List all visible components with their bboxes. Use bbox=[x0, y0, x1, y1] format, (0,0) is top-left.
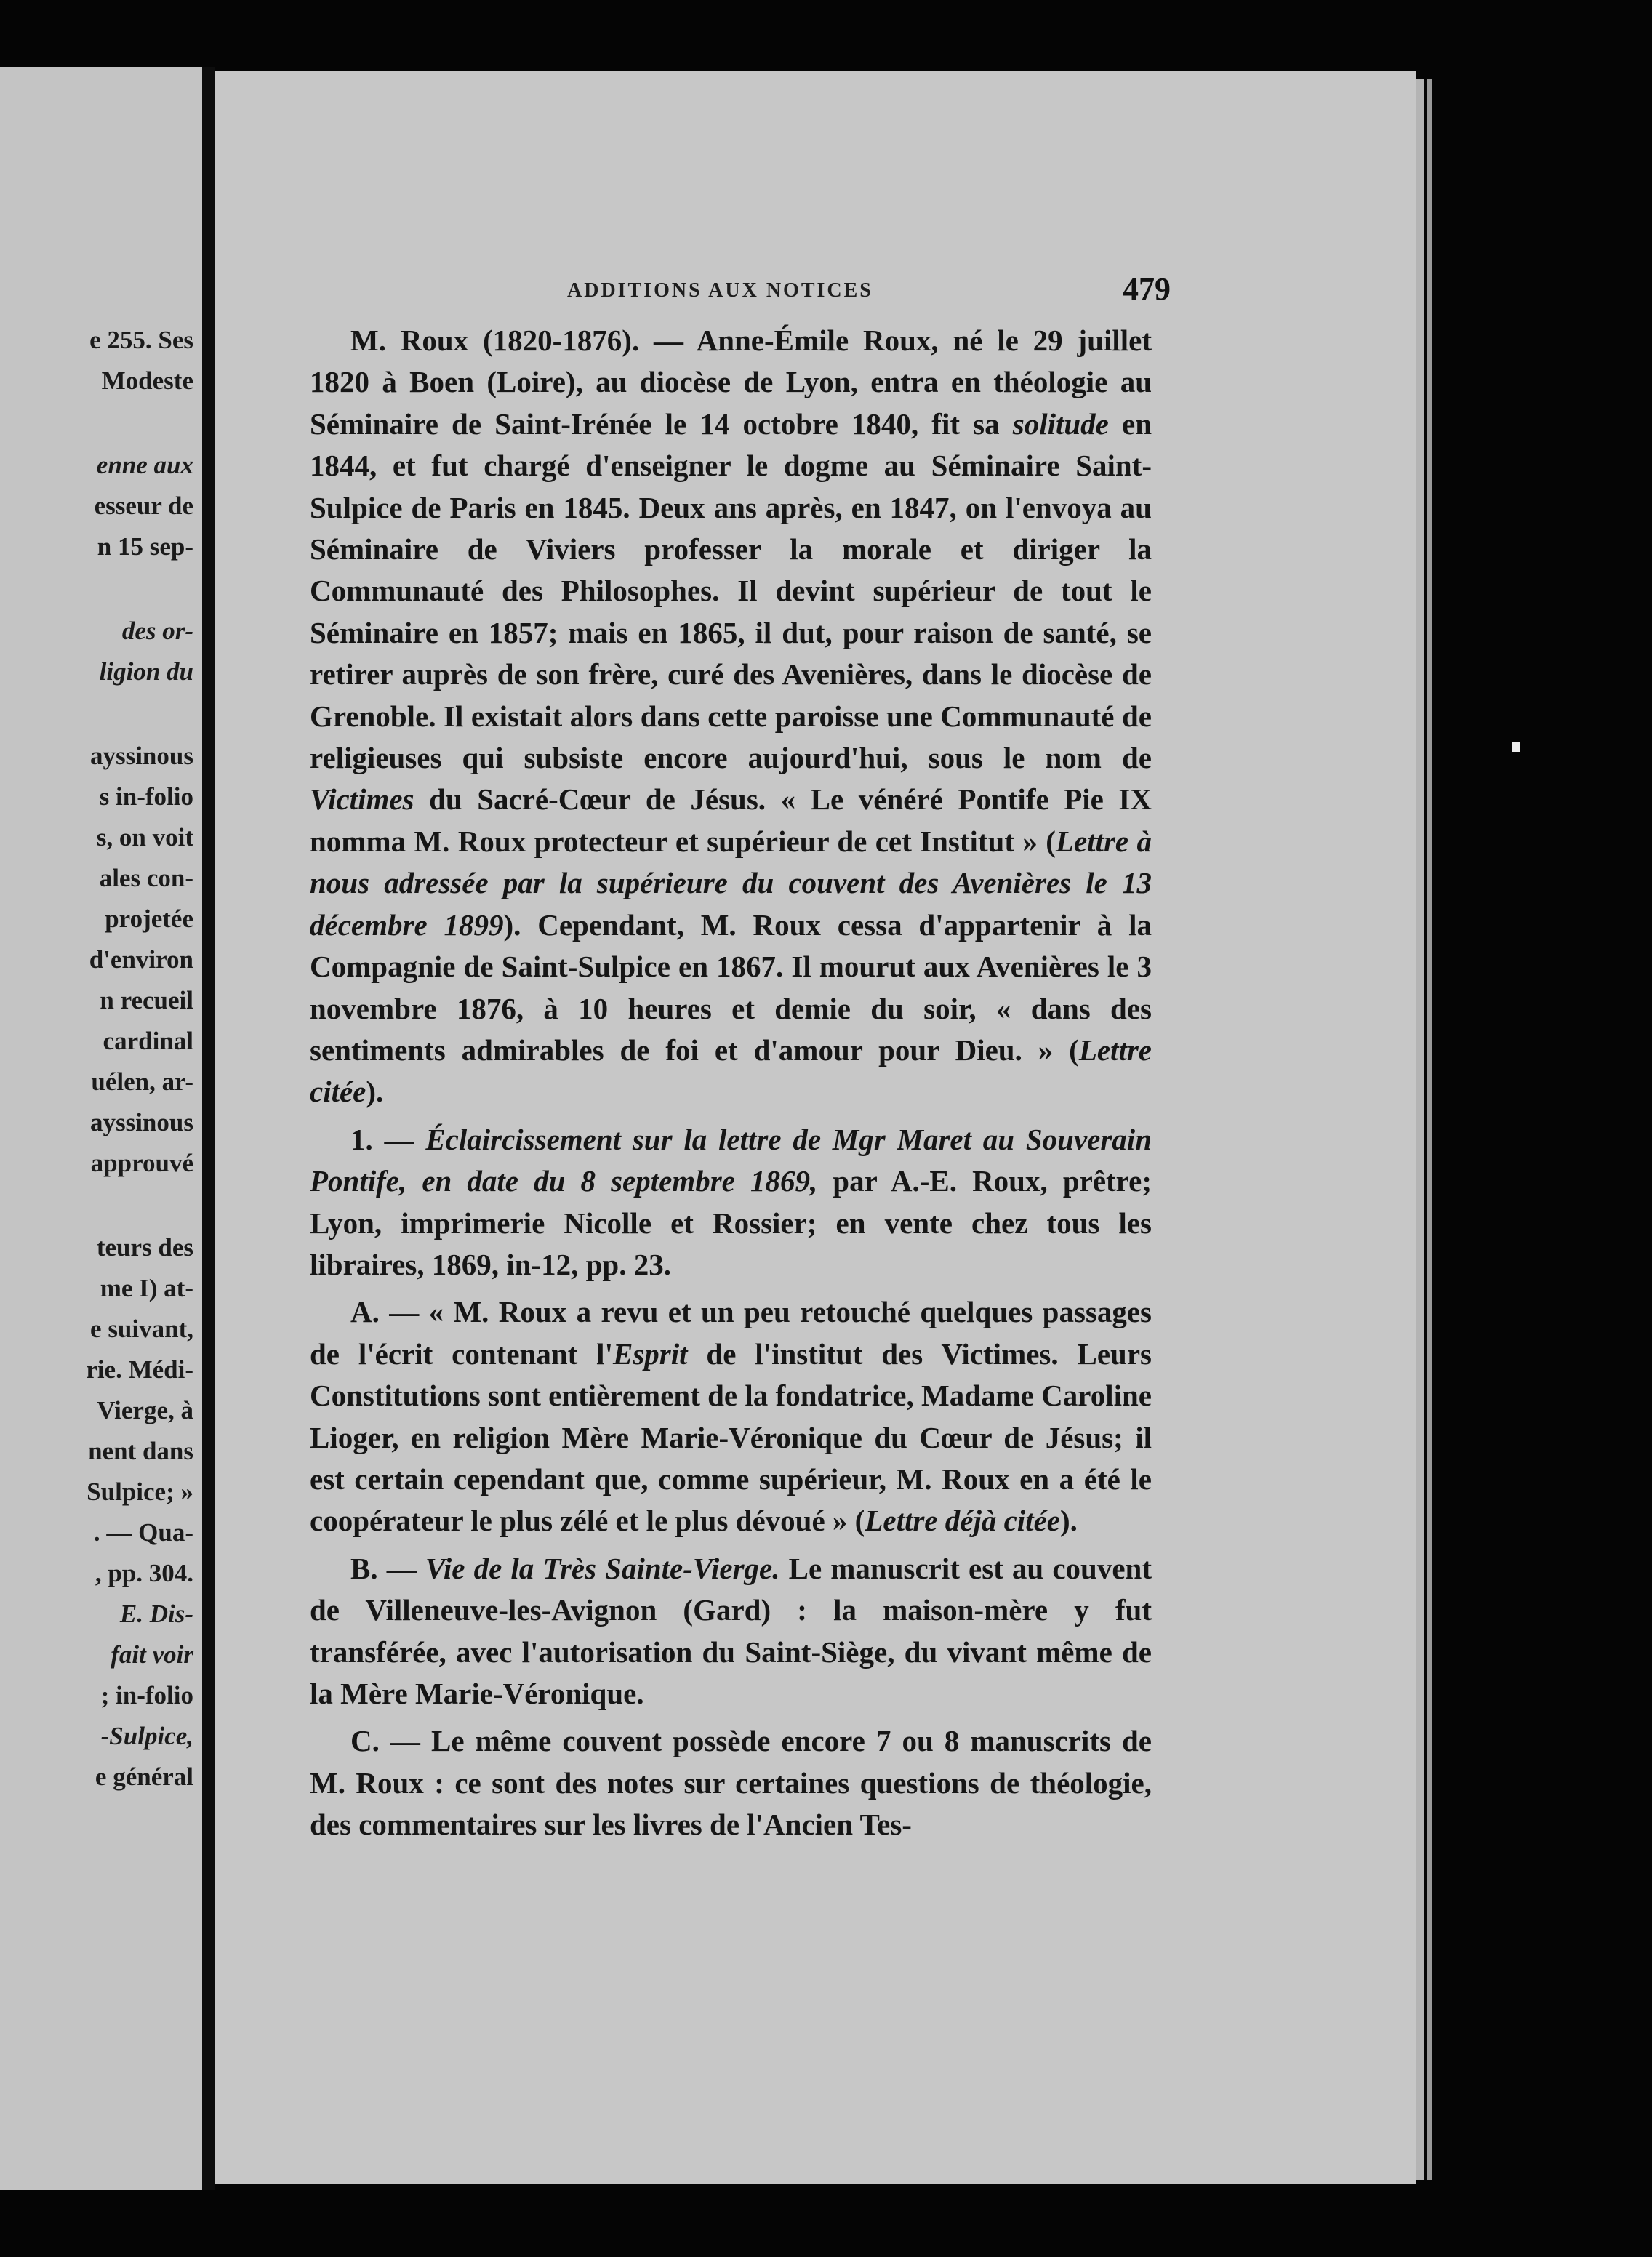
page-gutter bbox=[202, 67, 215, 2190]
left-page-line: e suivant, bbox=[90, 1315, 193, 1343]
left-page-line: d'environ bbox=[89, 945, 193, 974]
left-page-line: ligion du bbox=[99, 657, 193, 686]
left-page-line: e 255. Ses bbox=[89, 326, 193, 354]
text-run: ). bbox=[1059, 1504, 1078, 1538]
left-page-line: Modeste bbox=[101, 366, 193, 395]
left-page-line: cardinal bbox=[103, 1027, 193, 1055]
left-page-line: fait voir bbox=[111, 1640, 193, 1669]
left-page-line: e général bbox=[95, 1763, 193, 1791]
text-run: C. — bbox=[350, 1724, 431, 1758]
left-page-line: Sulpice; » bbox=[87, 1478, 193, 1506]
left-page-line: n 15 sep- bbox=[97, 532, 193, 561]
paragraph-item-1 bbox=[310, 1119, 1152, 1286]
text-run: ). bbox=[366, 1075, 384, 1109]
text-run: solitude bbox=[1012, 406, 1109, 441]
text-run: par A.-E. Roux, prêtre; Lyon, imprimerie Nicolle et Rossier; en vente chez tous les libraires, 1869, in-12, pp. 23. bbox=[310, 1164, 1152, 1281]
page-edge bbox=[1416, 79, 1424, 2180]
text-run: Victimes bbox=[310, 782, 414, 817]
paragraph-bio bbox=[310, 320, 1152, 1113]
left-page-line: ales con- bbox=[99, 864, 193, 892]
left-page-line: ayssinous bbox=[89, 1108, 193, 1136]
text-run: Esprit bbox=[612, 1336, 688, 1371]
text-run: Le même couvent possède encore 7 ou 8 manuscrits de M. Roux : ce sont des notes sur certaines questions de théologie, des commentaires sur les livres de l'Ancien Tes- bbox=[310, 1724, 1152, 1842]
left-page-line: rie. Médi- bbox=[86, 1355, 193, 1384]
left-page-line: approuvé bbox=[90, 1149, 193, 1177]
text-run: Le manuscrit est au couvent de Villeneuve-les-Avignon (Gard) : la maison-mère y fut transférée, avec l'autorisation du Saint-Siège, du vivant même de la Mère Marie-Véronique. bbox=[310, 1551, 1152, 1710]
body-text bbox=[310, 320, 1152, 1846]
left-page-line: me I) at- bbox=[100, 1274, 193, 1302]
left-page-line: ayssinous bbox=[89, 742, 193, 770]
running-head: ADDITIONS AUX NOTICES bbox=[567, 279, 873, 302]
text-run: en 1844, et fut chargé d'enseigner le dogme au Séminaire Saint-Sulpice de Paris en 1845. Deux ans après, en 1847, on l'envoya au Séminaire de Viviers professer la morale et diriger la Communauté des Philosophes. Il devint supérieur de tout le Séminaire en 1857; mais en 1865, il dut, pour raison de santé, se retirer auprès de son frère, curé des Avenières, dans le diocèse de Grenoble. Il existait alors dans cette paroisse une Communauté de religieuses qui subsiste encore aujourd'hui, sous le nom de bbox=[310, 406, 1152, 775]
left-page-line: des or- bbox=[121, 617, 193, 645]
text-run: Lettre citée bbox=[310, 1033, 1152, 1109]
paragraph-item-c bbox=[310, 1720, 1152, 1845]
page-number: 479 bbox=[1123, 271, 1171, 307]
text-run: Lettre à nous adressée par la supérieure du couvent des Avenières le 13 décembre 1899 bbox=[310, 824, 1152, 942]
left-page-line: projetée bbox=[105, 905, 193, 933]
speck-mark bbox=[1512, 742, 1520, 752]
text-run: de l'institut des Victimes. Leurs Constitutions sont entièrement de la fondatrice, Madame Caroline Lioger, en religion Mère Marie-Véronique du Cœur de Jésus; il est certain cependant que, comme supérieur, M. Roux en a été le coopérateur le plus zélé et le plus dévoué » ( bbox=[310, 1336, 1152, 1538]
left-page-line: n recueil bbox=[100, 986, 193, 1014]
left-page-line: s, on voit bbox=[96, 823, 193, 851]
left-page-line: nent dans bbox=[88, 1437, 193, 1465]
paragraph-item-a bbox=[310, 1291, 1152, 1542]
paragraph-item-b bbox=[310, 1548, 1152, 1715]
left-page-line: E. Dis- bbox=[119, 1600, 193, 1628]
left-page-line: teurs des bbox=[96, 1233, 193, 1262]
text-run: Lettre déjà citée bbox=[865, 1504, 1060, 1538]
text-run: A. — bbox=[350, 1295, 429, 1329]
text-run: Vie de la Très Sainte-Vierge. bbox=[425, 1551, 780, 1585]
left-page-line: uélen, ar- bbox=[91, 1067, 193, 1096]
left-page-line: -Sulpice, bbox=[100, 1722, 193, 1750]
text-run: « M. Roux a revu et un peu retouché quelques passages de l'écrit contenant l' bbox=[310, 1295, 1152, 1371]
text-run: B. — bbox=[350, 1551, 425, 1585]
text-run: M. Roux (1820-1876). — Anne-Émile Roux, né le 29 juillet 1820 à Boen (Loire), au diocèse de Lyon, entra en théologie au Séminaire de Saint-Irénée le 14 octobre 1840, fit sa bbox=[310, 324, 1152, 441]
left-page-line: . — Qua- bbox=[93, 1518, 193, 1547]
left-page-line: Vierge, à bbox=[97, 1396, 193, 1424]
left-page-line: esseur de bbox=[94, 492, 193, 520]
text-run: du Sacré-Cœur de Jésus. « Le vénéré Pontife Pie IX nomma M. Roux protecteur et supérieur de cet Institut » ( bbox=[310, 782, 1152, 858]
page-header bbox=[355, 270, 1171, 314]
left-page-line: enne aux bbox=[96, 451, 193, 479]
left-page-line: s in-folio bbox=[99, 782, 193, 811]
left-page-line: , pp. 304. bbox=[95, 1559, 193, 1587]
left-page-line: ; in-folio bbox=[100, 1681, 193, 1709]
left-page-fragment bbox=[0, 67, 202, 2190]
text-run: Éclaircissement sur la lettre de Mgr Maret au Souverain Pontife, en date du 8 septembre 1869, bbox=[310, 1122, 1152, 1198]
text-run: 1. — bbox=[350, 1122, 426, 1156]
page-edge bbox=[1427, 79, 1432, 2180]
text-run: ). Cependant, M. Roux cessa d'appartenir à la Compagnie de Saint-Sulpice en 1867. Il mourut aux Avenières le 3 novembre 1876, à 10 heures et demie du soir, « dans des sentiments admirables de foi et d'amour pour Dieu. » ( bbox=[310, 907, 1152, 1067]
